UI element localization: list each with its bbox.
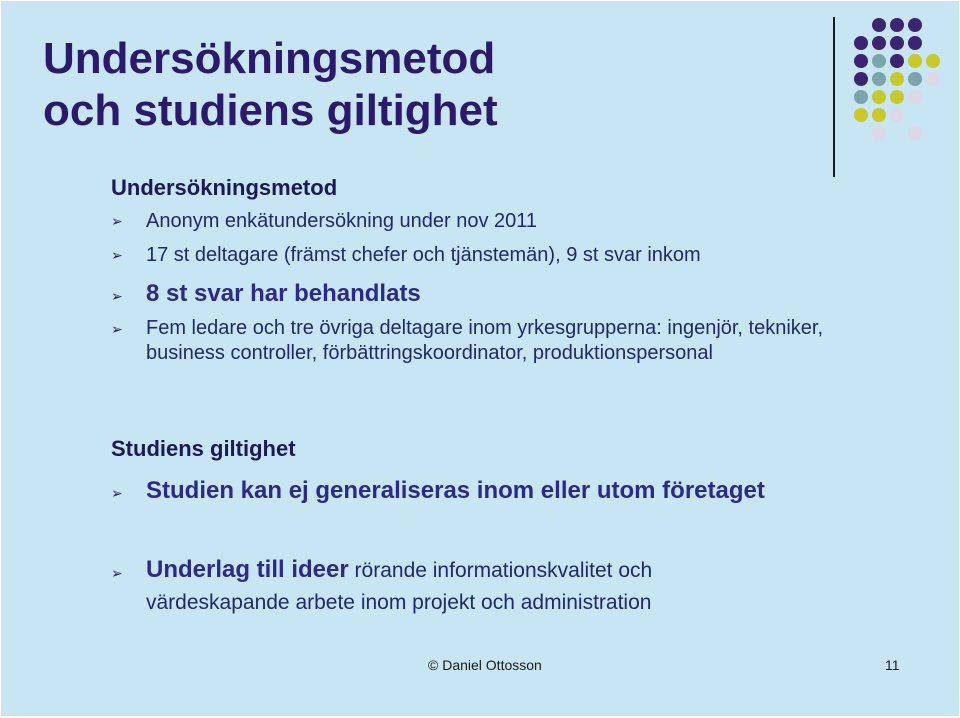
title-line-2: och studiens giltighet xyxy=(43,86,498,135)
decorative-dot xyxy=(872,54,886,68)
decorative-dot xyxy=(890,90,904,104)
list-item: 17 st deltagare (främst chefer och tjänstemän), 9 st svar inkom xyxy=(146,244,701,266)
bullet-icon: ➢ xyxy=(111,247,123,263)
decorative-dot xyxy=(926,72,940,86)
section-heading-method: Undersökningsmetod xyxy=(111,175,338,200)
decorative-dot xyxy=(872,90,886,104)
decorative-dot xyxy=(908,18,922,32)
bullet-icon: ➢ xyxy=(111,565,123,581)
decorative-dot xyxy=(872,126,886,140)
decorative-dot xyxy=(908,54,922,68)
footer-author: © Daniel Ottosson xyxy=(428,657,542,673)
decorative-dot xyxy=(890,54,904,68)
bullet-icon: ➢ xyxy=(111,321,123,337)
list-item-text: rörande informationskvalitet och värdeskapande arbete inom projekt och administration xyxy=(146,559,653,614)
slide xyxy=(1,1,959,716)
decorative-dot xyxy=(872,36,886,50)
decorative-dot xyxy=(890,18,904,32)
decorative-dot xyxy=(854,72,868,86)
decorative-dot xyxy=(872,18,886,32)
list-item: Fem ledare och tre övriga deltagare inom yrkesgrupperna: ingenjör, tekniker, business controller, förbättringskoordinator, produktionspersonal xyxy=(146,317,824,364)
decorative-dot xyxy=(926,54,940,68)
list-item xyxy=(146,554,766,619)
decorative-dot xyxy=(854,54,868,68)
section-heading-validity: Studiens giltighet xyxy=(111,436,296,461)
decorative-dot xyxy=(908,72,922,86)
list-item: Anonym enkätundersökning under nov 2011 xyxy=(146,210,538,232)
slide-title xyxy=(43,33,498,137)
decorative-dot xyxy=(890,36,904,50)
decorative-dot xyxy=(890,72,904,86)
bullet-icon: ➢ xyxy=(111,288,123,304)
title-line-1: Undersökningsmetod xyxy=(43,34,496,83)
list-item-emphasis: 8 st svar har behandlats xyxy=(146,280,421,307)
decorative-dot xyxy=(872,72,886,86)
decorative-dot xyxy=(890,108,904,122)
decorative-dot xyxy=(908,126,922,140)
decorative-dot xyxy=(854,90,868,104)
decorative-dot xyxy=(872,108,886,122)
decorative-divider xyxy=(833,17,835,177)
decorative-dot xyxy=(908,36,922,50)
decorative-dot xyxy=(908,90,922,104)
page-number: 11 xyxy=(885,657,900,673)
bullet-icon: ➢ xyxy=(111,213,123,229)
list-item-emphasis: Studien kan ej generaliseras inom eller utom företaget xyxy=(146,477,765,504)
list-item-emphasis-text: Underlag till ideer xyxy=(146,556,349,583)
decorative-dot xyxy=(854,36,868,50)
bullet-icon: ➢ xyxy=(111,485,123,501)
decorative-dot xyxy=(854,108,868,122)
